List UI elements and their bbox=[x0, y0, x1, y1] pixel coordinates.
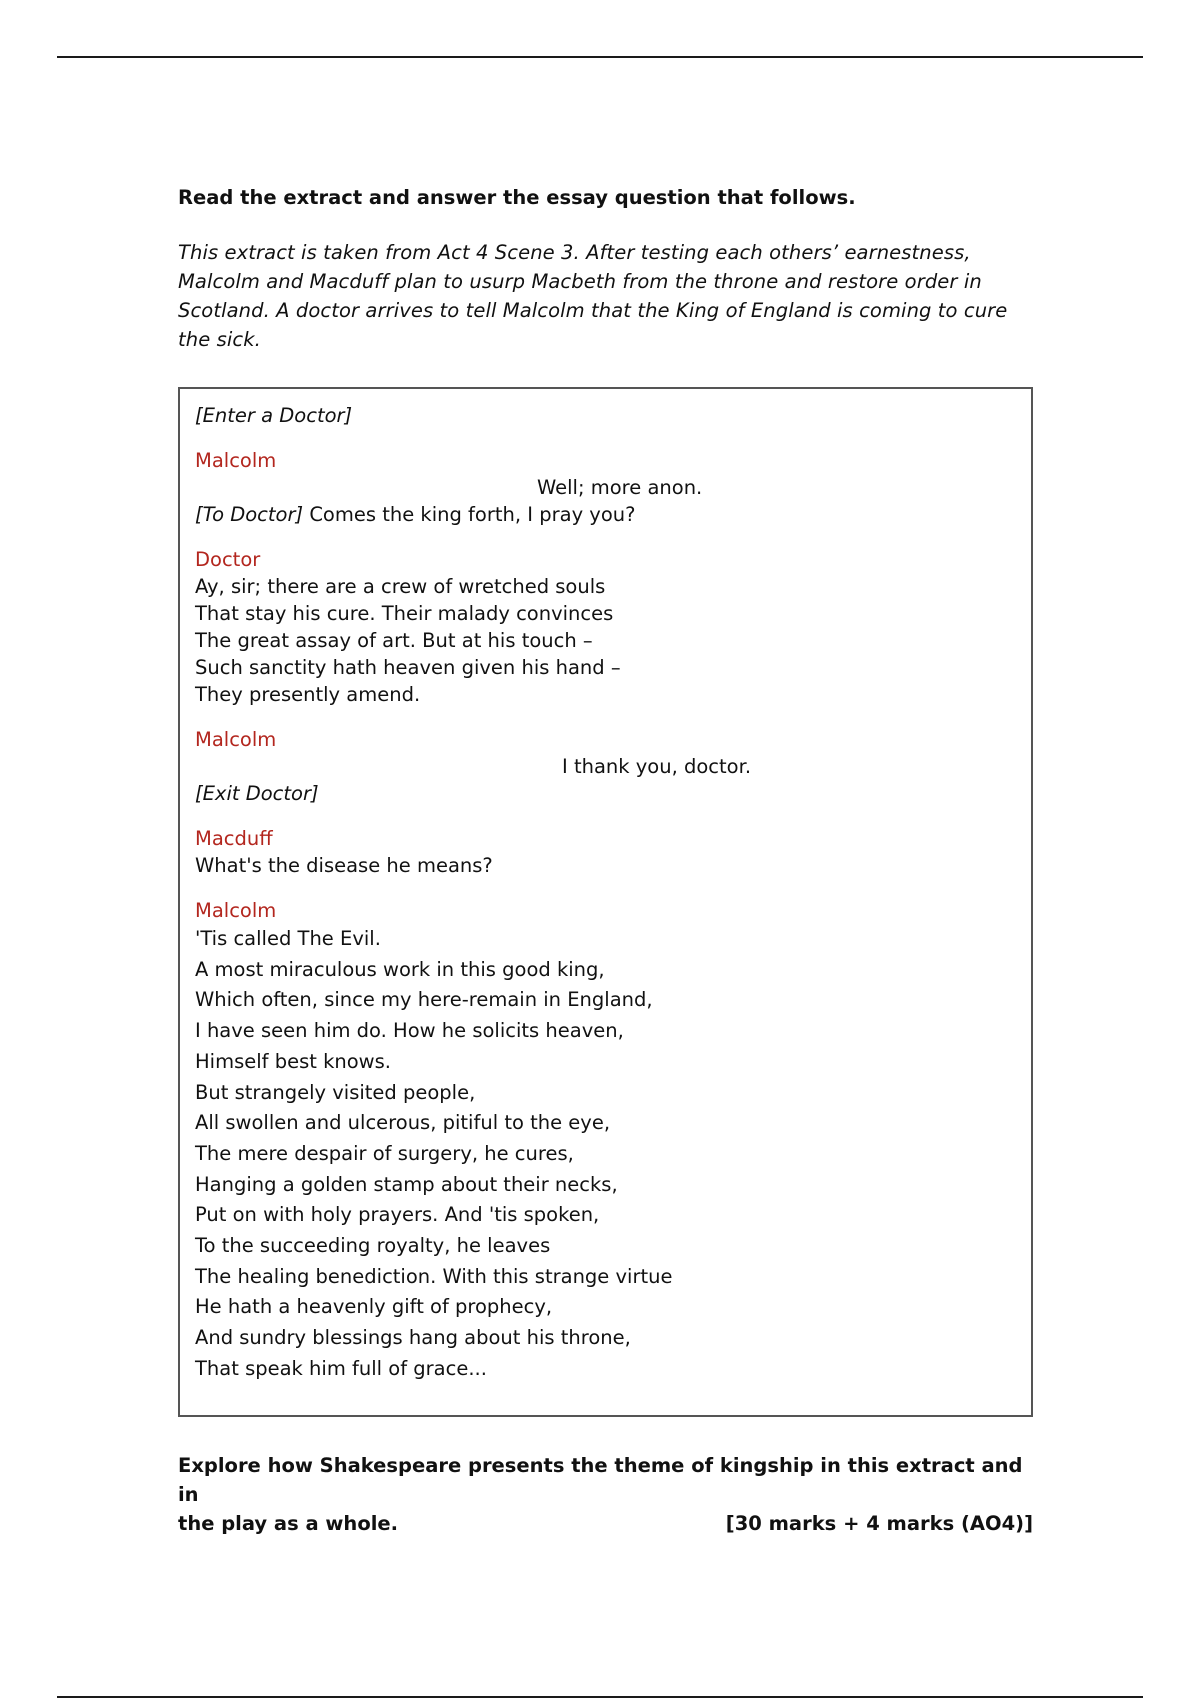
instruction: Read the extract and answer the essay question that follows. bbox=[178, 186, 856, 209]
question-line-1: Explore how Shakespeare presents the theme of kingship in this extract and in bbox=[178, 1454, 1023, 1506]
speech-line: Such sanctity hath heaven given his hand – bbox=[195, 656, 621, 679]
speech-line: To the succeeding royalty, he leaves bbox=[195, 1234, 551, 1258]
stage-direction-enter: [Enter a Doctor] bbox=[195, 404, 353, 427]
speech-line: They presently amend. bbox=[195, 683, 421, 706]
malcolm-speech bbox=[195, 924, 1016, 1385]
speech-line: Well; more anon. bbox=[537, 476, 703, 499]
question-line-2: the play as a whole. bbox=[178, 1512, 399, 1535]
marks-allocation: [30 marks + 4 marks (AO4)] bbox=[725, 1512, 1033, 1535]
speech-line: He hath a heavenly gift of prophecy, bbox=[195, 1295, 553, 1319]
speech-text: Comes the king forth, I pray you? bbox=[309, 503, 636, 526]
stage-direction-to-doctor: [To Doctor] bbox=[195, 503, 304, 526]
speech-line: Hanging a golden stamp about their necks, bbox=[195, 1172, 618, 1196]
speech-line: Himself best knows. bbox=[195, 1049, 391, 1073]
speech-line: All swollen and ulcerous, pitiful to the eye, bbox=[195, 1111, 611, 1135]
speech-line: Which often, since my here-remain in England, bbox=[195, 988, 653, 1012]
speech-line: But strangely visited people, bbox=[195, 1080, 476, 1104]
speech-line: I have seen him do. How he solicits heaven, bbox=[195, 1019, 624, 1043]
speaker-malcolm: Malcolm bbox=[195, 728, 277, 751]
speech-line: The great assay of art. But at his touch – bbox=[195, 629, 593, 652]
speaker-doctor: Doctor bbox=[195, 548, 261, 571]
speech-line: I thank you, doctor. bbox=[562, 755, 752, 778]
speaker-macduff: Macduff bbox=[195, 827, 273, 850]
speech-line: Ay, sir; there are a crew of wretched souls bbox=[195, 575, 606, 598]
speech-line: What's the disease he means? bbox=[195, 854, 493, 877]
exam-page bbox=[178, 184, 1038, 1538]
essay-question bbox=[178, 1451, 1033, 1538]
top-rule bbox=[57, 56, 1143, 58]
context-paragraph: This extract is taken from Act 4 Scene 3. After testing each others’ earnestness, Malcolm and Macduff plan to usurp Macbeth from the throne and restore order in Scotland. A doctor arrives to tell Malcolm that the King of England is coming to cure the sick. bbox=[178, 241, 1008, 351]
stage-direction-exit: [Exit Doctor] bbox=[195, 782, 319, 805]
speech-line: Put on with holy prayers. And 'tis spoken, bbox=[195, 1203, 600, 1227]
speech-line: And sundry blessings hang about his throne, bbox=[195, 1326, 631, 1350]
extract-box bbox=[178, 387, 1033, 1417]
speaker-malcolm: Malcolm bbox=[195, 899, 277, 922]
speaker-malcolm: Malcolm bbox=[195, 449, 277, 472]
speech-line bbox=[195, 501, 1016, 528]
question-line-2-row bbox=[178, 1509, 1033, 1538]
speech-line: The healing benediction. With this strange virtue bbox=[195, 1264, 673, 1288]
speech-line: 'Tis called The Evil. bbox=[195, 927, 381, 950]
speech-line: A most miraculous work in this good king, bbox=[195, 957, 605, 981]
bottom-rule bbox=[57, 1696, 1143, 1698]
speech-line: That stay his cure. Their malady convinces bbox=[195, 602, 614, 625]
doctor-speech bbox=[195, 573, 1016, 708]
speech-line: That speak him full of grace... bbox=[195, 1356, 487, 1380]
speech-line: The mere despair of surgery, he cures, bbox=[195, 1141, 574, 1165]
